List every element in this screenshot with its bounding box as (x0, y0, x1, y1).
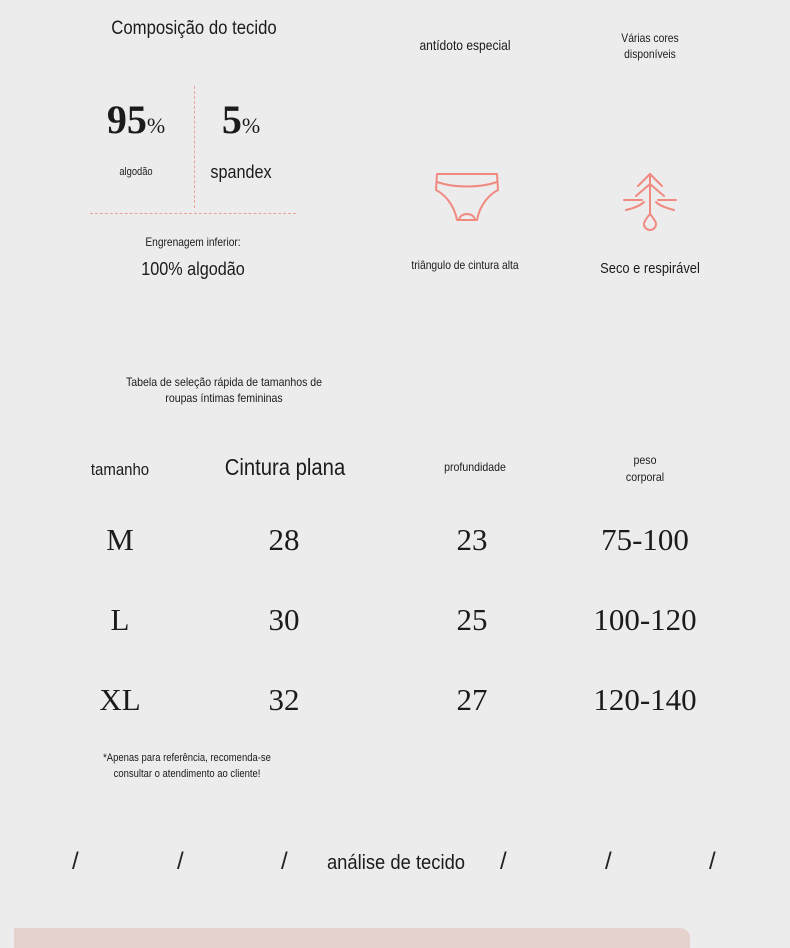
fabric-analysis-heading: análise de tecido (326, 852, 466, 874)
spandex-percent: 5% (221, 97, 261, 142)
gusset-value: 100% algodão (141, 259, 245, 279)
cell-size-l: L (110, 602, 130, 637)
header-size: tamanho (90, 460, 150, 479)
header-waist: Cintura plana (224, 454, 346, 480)
cell-weight-l: 100-120 (593, 602, 697, 637)
feature-antidote: antídoto especial (419, 37, 511, 53)
separator-slash: / (72, 848, 79, 875)
separator-slash: / (177, 848, 184, 875)
cotton-label: algodão (119, 166, 153, 178)
bottom-image-band (14, 928, 690, 948)
separator-slash: / (605, 848, 612, 875)
vertical-divider (194, 86, 195, 208)
cell-depth-l: 25 (456, 602, 488, 637)
feature-high-waist: triângulo de cintura alta (411, 258, 519, 272)
cell-waist-l: 30 (268, 602, 300, 637)
spandex-label: spandex (210, 162, 272, 182)
panty-icon (432, 168, 502, 226)
dry-breathable-icon (620, 170, 680, 232)
cell-size-m: M (106, 522, 134, 557)
header-weight: peso corporal (625, 453, 665, 484)
cell-waist-xl: 32 (268, 682, 300, 717)
cell-depth-xl: 27 (456, 682, 488, 717)
cell-weight-m: 75-100 (601, 522, 689, 557)
reference-note: *Apenas para referência, recomenda-se consultar o atendimento ao cliente! (103, 752, 271, 780)
separator-slash: / (281, 848, 288, 875)
cotton-percent: 95% (106, 97, 166, 142)
cell-depth-m: 23 (456, 522, 488, 557)
header-depth: profundidade (444, 460, 506, 474)
cell-size-xl: XL (99, 682, 141, 717)
composition-title: Composição do tecido (111, 18, 277, 39)
separator-slash: / (500, 848, 507, 875)
cell-waist-m: 28 (268, 522, 300, 557)
size-table-title: Tabela de seleção rápida de tamanhos de roupas íntimas femininas (125, 375, 323, 405)
cell-weight-xl: 120-140 (593, 682, 697, 717)
feature-colors: Várias cores disponíveis (621, 31, 679, 61)
horizontal-divider (90, 213, 296, 214)
separator-slash: / (709, 848, 716, 875)
gusset-label: Engrenagem inferior: (145, 235, 241, 249)
color-drop-icon (618, 0, 670, 2)
feature-dry-breathable: Seco e respirável (600, 260, 700, 277)
